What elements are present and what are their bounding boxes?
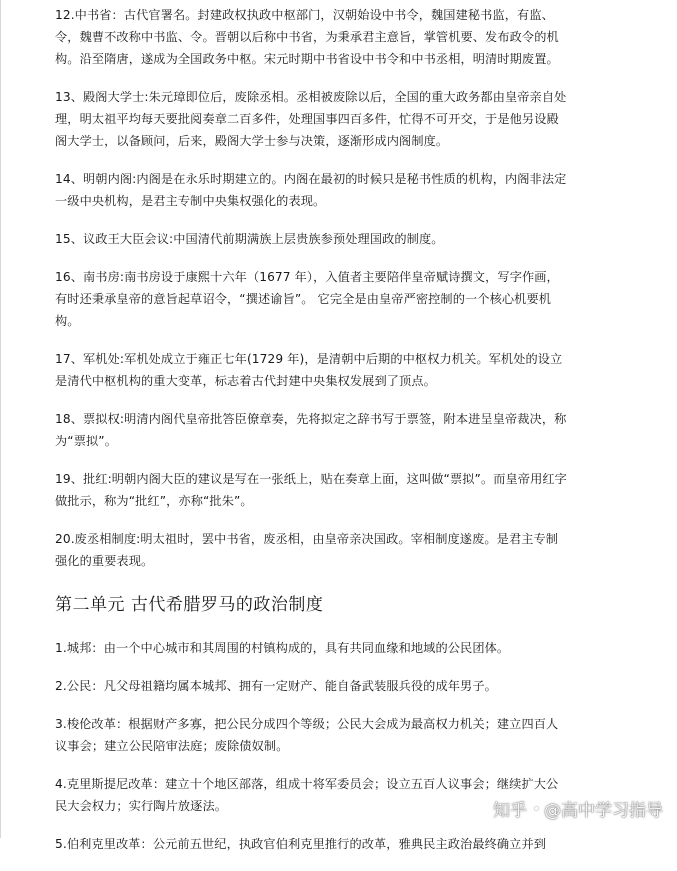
entry-1-chengbang: 1.城邦：由一个中心城市和其周围的村镇构成的，具有共同血缘和地域的公民团体。 [55,641,510,655]
entry-16-nanshufang: 16、南书房:南书房设于康熙十六年（1677 年），入值者主要陪伴皇帝赋诗撰文，写字作画，有时还秉承皇帝的意旨起草诏令，“撰述谕旨”。 它完全是由皇帝严密控制的一个核心机要机构。 [55,270,559,328]
entry-2-gongmin: 2.公民：凡父母祖籍均属本城邦、拥有一定财产、能自备武装服兵役的成年男子。 [55,679,497,693]
entry-5-pericles-reform: 5.伯利克里改革：公元前五世纪，执政官伯利克里推行的改革，雅典民主政治最终确立并到 [55,837,547,851]
zhihu-watermark [493,796,663,821]
entry-14-ming-neige: 14、明朝内阁:内阁是在永乐时期建立的。内阁在最初的时候只是秘书性质的机构，内阁非法定一级中央机构，是君主专制中央集权强化的表现。 [55,172,567,208]
entry-12-zhongshusheng: 12.中书省：古代官署名。封建政权执政中枢部门，汉朝始设中书令，魏国建秘书监，有监、令，魏曹不改称中书监、令。晋朝以后称中书省，为秉承君主意旨，掌管机要、发布政令的机构。沿至隋唐，遂成为全国政务中枢。宋元时期中书省设中书令和中书丞相，明清时期废置。 [55,8,559,66]
entry-3-solon-reform: 3.梭伦改革：根据财产多寡，把公民分成四个等级；公民大会成为最高权力机关；建立四百人议事会；建立公民陪审法庭；废除债奴制。 [55,717,559,753]
watermark-separator-dot [535,807,538,810]
document-content [55,4,567,871]
page-left-edge [0,0,1,838]
entry-20-fei-chengxiang: 20.废丞相制度:明太祖时，罢中书省，废丞相，由皇帝亲决国政。宰相制度遂废。是君主专制强化的重要表现。 [55,532,559,568]
entry-18-piaoniquan: 18、票拟权:明清内阁代皇帝批答臣僚章奏，先将拟定之辞书写于票签，附本进呈皇帝裁决，称为“票拟”。 [55,412,567,448]
entry-17-junjichu: 17、军机处:军机处成立于雍正七年(1729 年)，是清朝中后期的中枢权力机关。军机处的设立是清代中枢机构的重大变革，标志着古代封建中央集权发展到了顶点。 [55,352,563,388]
watermark-author: @高中学习指导 [544,801,663,821]
section-title-unit-2: 第二单元 古代希腊罗马的政治制度 [55,595,324,615]
watermark-site: 知乎 [493,801,527,821]
entry-19-pihong: 19、批红:明朝内阁大臣的建议是写在一张纸上，贴在奏章上面，这叫做“票拟”。而皇帝用红字做批示，称为“批红”，亦称“批朱”。 [55,472,567,508]
entry-13-diange-daxueshi: 13、殿阁大学士:朱元璋即位后，废除丞相。丞相被废除以后，全国的重大政务都由皇帝亲自处理，明太祖平均每天要批阅奏章二百多件，处理国事四百多件，忙得不可开交，于是他另设殿阁大学士，以备顾问，后来，殿阁大学士参与决策，逐渐形成内阁制度。 [55,90,567,148]
entry-15-yizheng-wang-dachen: 15、议政王大臣会议:中国清代前期满族上层贵族参预处理国政的制度。 [55,232,444,246]
entry-4-cleisthenes-reform: 4.克里斯提尼改革：建立十个地区部落，组成十将军委员会；设立五百人议事会；继续扩大公民大会权力；实行陶片放逐法。 [55,777,559,813]
